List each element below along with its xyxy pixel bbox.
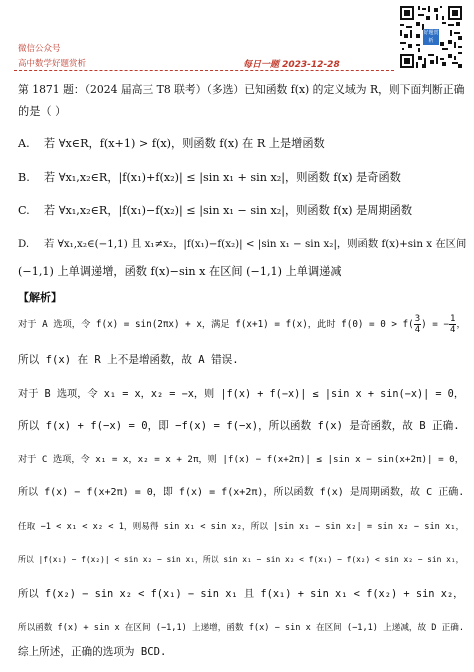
option-b <box>18 170 401 186</box>
option-a-text: 若 ∀x∈R，f(x+1) > f(x)，则函数 f(x) 在 R 上是增函数 <box>44 137 325 150</box>
qr-code <box>398 4 464 70</box>
option-c-letter: C. <box>18 204 30 217</box>
solution-a-text-post: ， <box>456 319 466 330</box>
solution-conclusion: 综上所述，正确的选项为 BCD. <box>18 646 167 658</box>
column-subtitle: 高中数学好题赏析 <box>18 59 87 69</box>
option-a-letter: A. <box>18 137 30 150</box>
solution-d-line-1: 任取 −1 < x₁ < x₂ < 1，则易得 sin x₁ < sin x₂，所以 |sin x₁ − sin x₂| = sin x₂ − sin x₁， <box>18 522 465 532</box>
fraction-numerator: 3 <box>414 314 421 324</box>
page-header <box>0 0 474 80</box>
solution-c-line-1: 对于 C 选项，令 x₁ = x，x₂ = x + 2π，则 |f(x) − f(x+2π)| ≤ |sin x − sin(x+2π)| = 0， <box>18 454 464 465</box>
solution-d-line-4: 所以函数 f(x) + sin x 在区间 (−1,1) 上递增，函数 f(x) − sin x 在区间 (−1,1) 上递减，故 D 正确. <box>18 623 465 633</box>
solution-heading: 【解析】 <box>18 291 62 304</box>
option-d-line-2: (−1,1) 上单调递增，函数 f(x)−sin x 在区间 (−1,1) 上单调递减 <box>18 265 342 278</box>
option-c-text: 若 ∀x₁,x₂∈R，|f(x₁)−f(x₂)| ≤ |sin x₁ − sin x₂|，则函数 f(x) 是周期函数 <box>44 204 413 217</box>
option-a <box>18 136 325 152</box>
header-divider <box>14 70 394 71</box>
solution-b-line-2: 所以 f(x) + f(−x) = 0，即 −f(x) = f(−x)，所以函数 f(x) 是奇函数，故 B 正确. <box>18 420 460 432</box>
option-d-text-1: 若 ∀x₁,x₂∈(−1,1) 且 x₁≠x₂，|f(x₁)−f(x₂)| < |sin x₁ − sin x₂|，则函数 f(x)+sin x 在区间 <box>44 238 467 250</box>
problem-stem-line-2: 的是（ ） <box>18 105 67 118</box>
solution-c-line-2: 所以 f(x) − f(x+2π) = 0，即 f(x) = f(x+2π)，所以函数 f(x) 是周期函数，故 C 正确. <box>18 487 465 498</box>
solution-a-text-pre: 对于 A 选项，令 f(x) = sin(2πx) + x，满足 f(x+1) = f(x)，此时 f(0) = 0 > f( <box>18 319 414 330</box>
qr-center-logo: 好题赏析 <box>423 30 439 44</box>
solution-a-text-mid: ) = − <box>421 319 450 330</box>
daily-date-label: 每日一题 2023-12-28 <box>243 60 340 70</box>
option-c <box>18 203 412 219</box>
solution-a-line-1 <box>18 314 466 335</box>
problem-stem-line-1: 第 1871 题：（2024 届高三 T8 联考）（多选）已知函数 f(x) 的定义域为 R，则下面判断正确 <box>18 83 465 96</box>
solution-d-line-3: 所以 f(x₂) − sin x₂ < f(x₁) − sin x₁ 且 f(x₁) + sin x₁ < f(x₂) + sin x₂， <box>18 588 464 600</box>
option-b-text: 若 ∀x₁,x₂∈R，|f(x₁)+f(x₂)| ≤ |sin x₁ + sin x₂|，则函数 f(x) 是奇函数 <box>44 171 401 184</box>
fraction-denominator: 4 <box>450 325 456 335</box>
fraction-numerator: 1 <box>450 314 456 324</box>
option-d-line-1 <box>18 236 466 252</box>
solution-d-line-2: 所以 |f(x₁) − f(x₂)| < sin x₂ − sin x₁，所以 sin x₁ − sin x₂ < f(x₁) − f(x₂) < sin x₂ − sin x₁， <box>18 555 464 564</box>
solution-b-line-1: 对于 B 选项，令 x₁ = x，x₂ = −x，则 |f(x) + f(−x)| ≤ |sin x + sin(−x)| = 0， <box>18 389 465 400</box>
option-d-letter: D. <box>18 238 30 250</box>
fraction-three-quarters <box>414 314 421 335</box>
fraction-denominator: 4 <box>414 325 421 335</box>
option-b-letter: B. <box>18 171 30 184</box>
solution-a-line-2: 所以 f(x) 在 R 上不是增函数，故 A 错误. <box>18 354 239 366</box>
account-label: 微信公众号 <box>18 44 61 54</box>
